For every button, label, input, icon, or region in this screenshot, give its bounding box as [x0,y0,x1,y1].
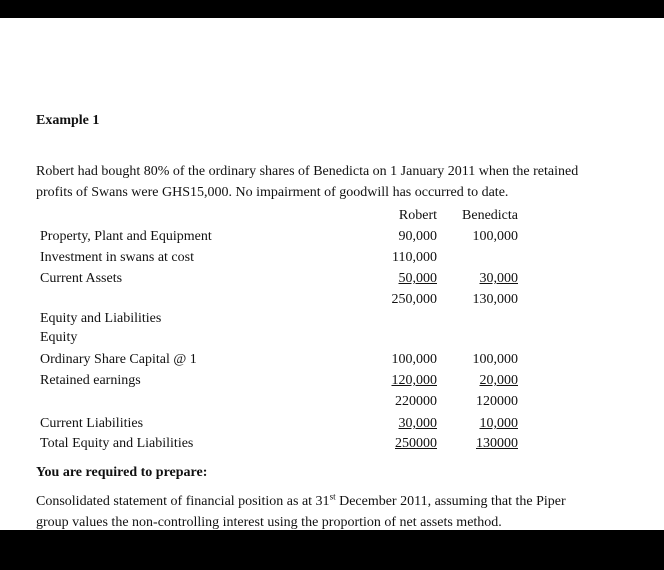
task-line-1-pre: Consolidated statement of financial position as at 31 [36,494,330,509]
robert-value: 50,000 [398,271,437,286]
column-header-benedicta: Benedicta [462,208,518,223]
benedicta-total-assets: 130,000 [472,292,518,307]
row-label: Current Liabilities [40,416,144,431]
document-page [0,18,664,530]
robert-value: 30,000 [398,416,437,431]
robert-value: 110,000 [392,250,437,265]
section-heading-equity-liabilities: Equity and Liabilities [40,311,162,326]
intro-line-1: Robert had bought 80% of the ordinary shares of Benedicta on 1 January 2011 when the retained [36,164,579,179]
robert-total-assets: 250,000 [391,292,437,307]
robert-equity-subtotal: 220000 [395,394,437,409]
task-line-1-post: December 2011, assuming that the Piper [335,494,566,509]
benedicta-value: 100,000 [472,352,518,367]
intro-line-2: profits of Swans were GHS15,000. No impairment of goodwill has occurred to date. [36,185,509,200]
example-heading: Example 1 [36,113,100,128]
benedicta-value: 130000 [476,436,518,451]
robert-value: 90,000 [398,229,437,244]
robert-value: 100,000 [391,352,437,367]
benedicta-value: 20,000 [479,373,518,388]
robert-value: 120,000 [391,373,437,388]
benedicta-value: 100,000 [472,229,518,244]
row-label: Property, Plant and Equipment [40,229,212,244]
row-label: Current Assets [40,271,123,286]
section-heading-equity: Equity [40,330,78,345]
row-label: Total Equity and Liabilities [40,436,194,451]
required-heading: You are required to prepare: [36,465,208,480]
benedicta-equity-subtotal: 120000 [476,394,518,409]
task-line-2: group values the non-controlling interest using the proportion of net assets method. [36,515,502,530]
benedicta-value: 10,000 [479,416,518,431]
task-line-1 [36,491,566,510]
benedicta-value: 30,000 [479,271,518,286]
robert-value: 250000 [395,436,437,451]
row-label: Retained earnings [40,373,141,388]
column-header-robert: Robert [398,208,437,223]
row-label: Investment in swans at cost [40,250,194,265]
task-line-1-sup: st [329,491,336,502]
row-label: Ordinary Share Capital @ 1 [40,352,197,367]
